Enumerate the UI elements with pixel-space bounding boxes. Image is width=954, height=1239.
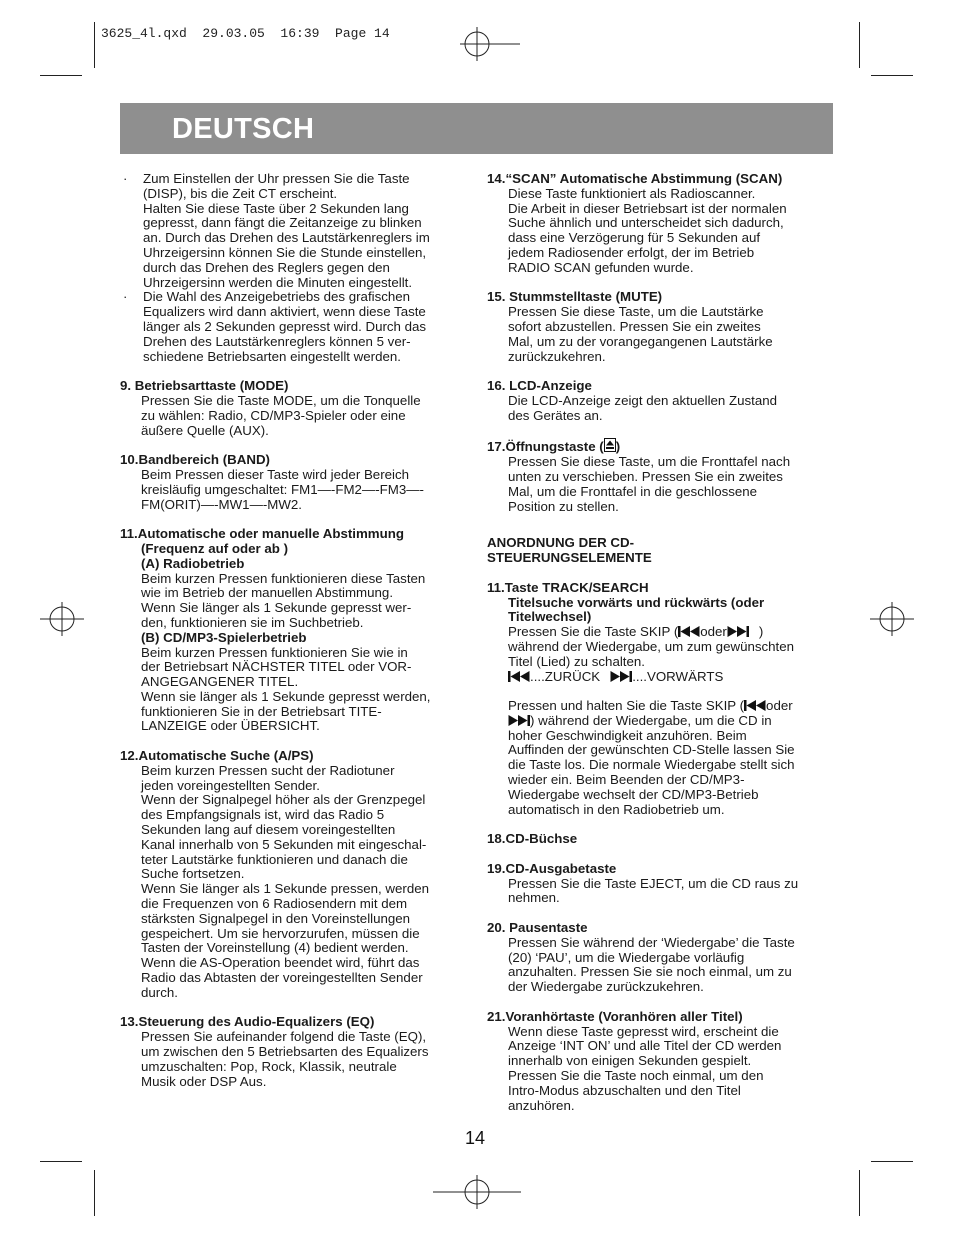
text-line: Zum Einstellen der Uhr pressen Sie die Taste [143, 171, 410, 186]
text-line: an. Durch das Drehen des Lautstärkenreglers im [143, 230, 430, 246]
skip-back-icon [744, 700, 766, 711]
text-line: Equalizers wird dann aktiviert, wenn diese Taste [143, 304, 426, 320]
text-line: kreisläufig umgeschaltet: FM1—-FM2—-FM3—- [141, 481, 424, 497]
text-line: Tasten der Voreinstellung (4) bedient werden. [141, 940, 409, 956]
bullet-item [120, 172, 470, 290]
text-line: Suche ähnlich und unterscheidet sich dadurch, [508, 215, 784, 231]
section-item-19 [487, 862, 832, 906]
text-line: Wiedergabe wechselt der CD/MP3-Betrieb [508, 786, 759, 802]
spacer [120, 364, 470, 379]
heading-text: ) [615, 439, 621, 455]
text-line: Mal, um zu der vorangegangenen Lautstärke [508, 333, 773, 349]
text-line: Sekunden lang auf diesem voreingestellten [141, 822, 396, 838]
text-line: nehmen. [508, 890, 560, 906]
section-title [487, 536, 832, 566]
skip-back-icon [508, 671, 530, 682]
text-fragment: ) [758, 624, 764, 640]
text-line: dass eine Verzögerung für 5 Sekunden auf [508, 230, 761, 246]
section-item-11 [120, 527, 470, 734]
text-line: Wenn sie länger als 1 Sekunde gepresst werden, [141, 688, 431, 704]
text-line: Die Arbeit in dieser Betriebsart ist der normalen [508, 200, 787, 216]
text-line: Pressen Sie diese Taste, um die Lautstärke [508, 304, 764, 320]
item-heading: 21.Voranhörtaste (Voranhören aller Titel) [487, 1008, 743, 1024]
bullet-dot: · [123, 171, 128, 186]
right-column [487, 172, 832, 1113]
section-title-line: STEUERUNGSELEMENTE [487, 550, 652, 566]
section-item-14 [487, 172, 832, 276]
text-line: Wenn der Signalpegel höher als der Grenzpegel [141, 792, 426, 808]
section-item-12 [120, 749, 470, 1001]
section-title-line: ANORDNUNG DER CD- [487, 535, 634, 551]
language-banner [120, 103, 833, 154]
item-heading: 12.Automatische Suche (A/PS) [120, 748, 314, 764]
text-line: Beim kurzen Pressen sucht der Radiotuner [141, 762, 395, 778]
item-heading: 10.Bandbereich (BAND) [120, 452, 270, 468]
section-item-16 [487, 379, 832, 423]
bullet-dot: · [123, 289, 128, 305]
text-line: gepresst, dann fängt die Zeitanzeige zu blinken [143, 215, 422, 231]
eject-icon [604, 438, 616, 452]
text-fragment: Pressen Sie die Taste SKIP ( [508, 624, 679, 640]
section-item-15 [487, 290, 832, 364]
crop-mark [40, 75, 82, 76]
section-item-20 [487, 921, 832, 995]
banner-title: DEUTSCH [172, 113, 315, 145]
text-line: stärksten Signalpegel in den Voreinstellungen [141, 910, 411, 926]
text-line: Auffinden der gewünschten CD-Stelle lassen Sie [508, 742, 795, 758]
print-slug: 3625_4l.qxd 29.03.05 16:39 Page 14 [101, 26, 390, 41]
text-fragment: oder [766, 698, 793, 714]
text-line: (20) ‘PAU’, um die Wiedergabe vorläufig [508, 949, 745, 965]
text-line: umzuschalten: Pop, Rock, Klassik, neutrale [141, 1058, 397, 1074]
item-heading: 13.Steuerung des Audio-Equalizers (EQ) [120, 1014, 375, 1030]
text-line: gespeichert. Um sie hervorzurufen, müssen die [141, 925, 420, 941]
text-line: Position zu stellen. [508, 498, 619, 514]
crop-mark [40, 1161, 82, 1162]
text-line: funktionieren Sie in der Betriebsart TITE- [141, 703, 382, 719]
section-item-17 [487, 438, 832, 514]
text-line: durch das Drehen des Reglers gegen den [143, 259, 390, 275]
text-line: Pressen Sie die Taste noch einmal, um den [508, 1068, 764, 1084]
text-fragment: Pressen und halten Sie die Taste SKIP ( [508, 698, 745, 714]
text-line: schiedene Betriebsarten eingestellt werden. [143, 348, 401, 364]
text-line: Wenn Sie länger als 1 Sekunde pressen, werden [141, 881, 430, 897]
text-line: sofort abzustellen. Pressen Sie ein zweites [508, 318, 761, 334]
text-line: Suche fortsetzen. [141, 866, 245, 882]
text-line [508, 714, 832, 729]
text-line [508, 625, 832, 640]
item-subheading: Titelsuche vorwärts und rückwärts (oder [508, 594, 765, 610]
item-subheading: Titelwechsel) [508, 609, 592, 625]
item-heading: 15. Stummstelltaste (MUTE) [487, 289, 663, 305]
text-line: um zwischen den 5 Betriebsarten des Equalizers [141, 1044, 429, 1060]
crosshair-icon [40, 602, 84, 636]
text-line: LANZEIGE oder ÜBERSICHT. [141, 718, 320, 734]
crosshair-icon [870, 602, 914, 636]
text-line: FM(ORIT)—-MW1—-MW2. [141, 496, 303, 512]
text-line: der Wiedergabe zurückzukehren. [508, 979, 704, 995]
text-line: durch. [141, 984, 178, 1000]
text-line: Pressen Sie die Taste MODE, um die Tonquelle [141, 392, 421, 408]
crop-mark [871, 75, 913, 76]
text-line: Pressen Sie diese Taste, um die Fronttafel nach [508, 454, 791, 470]
text-line: Diese Taste funktioniert als Radioscanner. [508, 185, 756, 201]
text-line: Intro-Modus abzuschalten und den Titel [508, 1082, 741, 1098]
text-line: Radio das Abtasten der voreingestellten Sender [141, 970, 423, 986]
item-heading: 14.“SCAN” Automatische Abstimmung (SCAN) [487, 171, 783, 186]
section-item-21 [487, 1010, 832, 1114]
text-fragment: oder [700, 624, 727, 640]
section-item-track [487, 581, 832, 818]
item-heading: 16. LCD-Anzeige [487, 378, 592, 394]
text-fragment: ....ZURÜCK [530, 668, 601, 684]
crop-mark [94, 1170, 95, 1216]
text-line: anzuhalten. Pressen Sie sie noch einmal, um zu [508, 964, 792, 980]
text-line: ANGEGANGENER TITEL. [141, 674, 299, 690]
text-line [508, 670, 832, 685]
text-line: Beim kurzen Pressen funktionieren diese Tasten [141, 570, 426, 586]
text-line: Musik oder DSP Aus. [141, 1073, 267, 1089]
text-line: jedem Radiosender erfolgt, der im Betrieb [508, 244, 755, 260]
text-line: Titel (Lied) zu schalten. [508, 653, 645, 669]
text-line: (DISP), bis die Zeit CT erscheint. [143, 185, 338, 201]
item-heading: 19.CD-Ausgabetaste [487, 860, 617, 876]
bullet-item [120, 290, 470, 364]
text-line: des Empfangsignals ist, wird das Radio 5 [141, 807, 385, 823]
text-line [508, 699, 832, 714]
text-line: Halten Sie diese Taste über 2 Sekunden lang [143, 200, 409, 216]
spacer [508, 684, 832, 699]
text-line: automatisch in den Radiobetrieb um. [508, 801, 725, 817]
item-heading: 18.CD-Büchse [487, 831, 578, 847]
text-line: teter Lautstärke funktionieren und danach die [141, 851, 408, 867]
text-line: Beim kurzen Pressen funktionieren Sie wie in [141, 644, 408, 660]
item-subheading: (Frequenz auf oder ab ) [141, 540, 289, 556]
crosshair-icon [460, 27, 520, 61]
text-line: Beim Pressen dieser Taste wird jeder Bereich [141, 466, 410, 482]
section-item-10 [120, 453, 470, 512]
crop-mark [871, 1161, 913, 1162]
item-heading: 11.Taste TRACK/SEARCH [487, 579, 649, 595]
text-line: Wenn die AS-Operation beendet wird, führt das [141, 955, 420, 971]
text-line: wieder ein. Beim Beenden der CD/MP3- [508, 772, 745, 788]
crop-mark [94, 22, 95, 68]
skip-back-icon [678, 626, 700, 637]
text-line: den, funktionieren sie im Suchbetrieb. [141, 614, 364, 630]
text-line: innerhalb von einigen Sekunden gespielt. [508, 1053, 752, 1069]
text-line: Anzeige ‘INT ON’ und alle Titel der CD werden [508, 1038, 782, 1054]
text-line: zu wählen: Radio, CD/MP3-Spieler oder eine [141, 407, 406, 423]
text-fragment: ) während der Wiedergabe, um die CD in [530, 712, 772, 728]
skip-forward-icon [610, 671, 632, 682]
text-line: Pressen Sie die Taste EJECT, um die CD raus zu [508, 875, 799, 891]
crop-mark [859, 22, 860, 68]
heading-text: 17.Öffnungstaste ( [487, 439, 604, 455]
text-line: Die Wahl des Anzeigebetriebs des grafischen [143, 289, 411, 305]
text-line: der Betriebsart NÄCHSTER TITEL oder VOR- [141, 659, 412, 675]
text-line: äußere Quelle (AUX). [141, 422, 269, 438]
section-item-9 [120, 379, 470, 438]
text-line: Wenn diese Taste gepresst wird, erscheint die [508, 1023, 779, 1039]
text-line: unten zu verschieben. Pressen Sie ein zweites [508, 468, 783, 484]
text-line: Uhrzeigersinn werden die Minuten eingestellt. [143, 274, 413, 290]
item-heading: 20. Pausentaste [487, 920, 588, 936]
skip-forward-icon [508, 715, 530, 726]
skip-forward-icon [727, 626, 749, 637]
text-line: RADIO SCAN gefunden wurde. [508, 259, 694, 275]
item-subheading: (A) Radiobetrieb [141, 555, 245, 571]
left-column [120, 172, 470, 1089]
text-line: hoher Geschwindigkeit anzuhören. Beim [508, 727, 747, 743]
item-subheading: (B) CD/MP3-Spielerbetrieb [141, 629, 307, 645]
text-line: Pressen Sie aufeinander folgend die Taste (EQ), [141, 1029, 427, 1045]
item-heading: 11.Automatische oder manuelle Abstimmung [120, 526, 404, 542]
text-line: Uhrzeigersinn können Sie die Stunde einstellen, [143, 244, 427, 260]
text-line: zurückzukehren. [508, 348, 606, 364]
crosshair-icon [433, 1175, 521, 1209]
text-line: während der Wiedergabe, um zum gewünschten [508, 638, 795, 654]
page-number: 14 [465, 1128, 486, 1148]
text-line: Die LCD-Anzeige zeigt den aktuellen Zustand [508, 392, 778, 408]
text-line: Wenn Sie länger als 1 Sekunde gepresst wer- [141, 600, 412, 616]
section-item-18 [487, 832, 832, 847]
text-line: des Gerätes an. [508, 407, 603, 423]
text-line: wie im Betrieb der manuellen Abstimmung. [141, 585, 394, 601]
section-item-13 [120, 1015, 470, 1089]
text-line: die Taste los. Die normale Wiedergabe stellt sich [508, 757, 795, 773]
text-line: die Frequenzen von 6 Radiosendern mit dem [141, 896, 408, 912]
text-line: Kanal innerhalb von 5 Sekunden mit eingeschal- [141, 836, 427, 852]
crop-mark [859, 1170, 860, 1216]
text-line: Pressen Sie während der ‘Wiedergabe’ die Taste [508, 934, 795, 950]
item-heading [487, 438, 832, 455]
text-fragment: ....VORWÄRTS [632, 668, 724, 684]
text-line: anzuhören. [508, 1097, 575, 1113]
text-line: länger als 2 Sekunden gepresst wird. Durch das [143, 318, 427, 334]
item-heading: 9. Betriebsarttaste (MODE) [120, 378, 289, 394]
text-line: Mal, um die Fronttafel in die geschlossene [508, 483, 758, 499]
text-line: Drehen des Lautstärkenreglers können 5 ver- [143, 333, 411, 349]
text-line: jeden voreingestellten Sender. [141, 777, 320, 793]
